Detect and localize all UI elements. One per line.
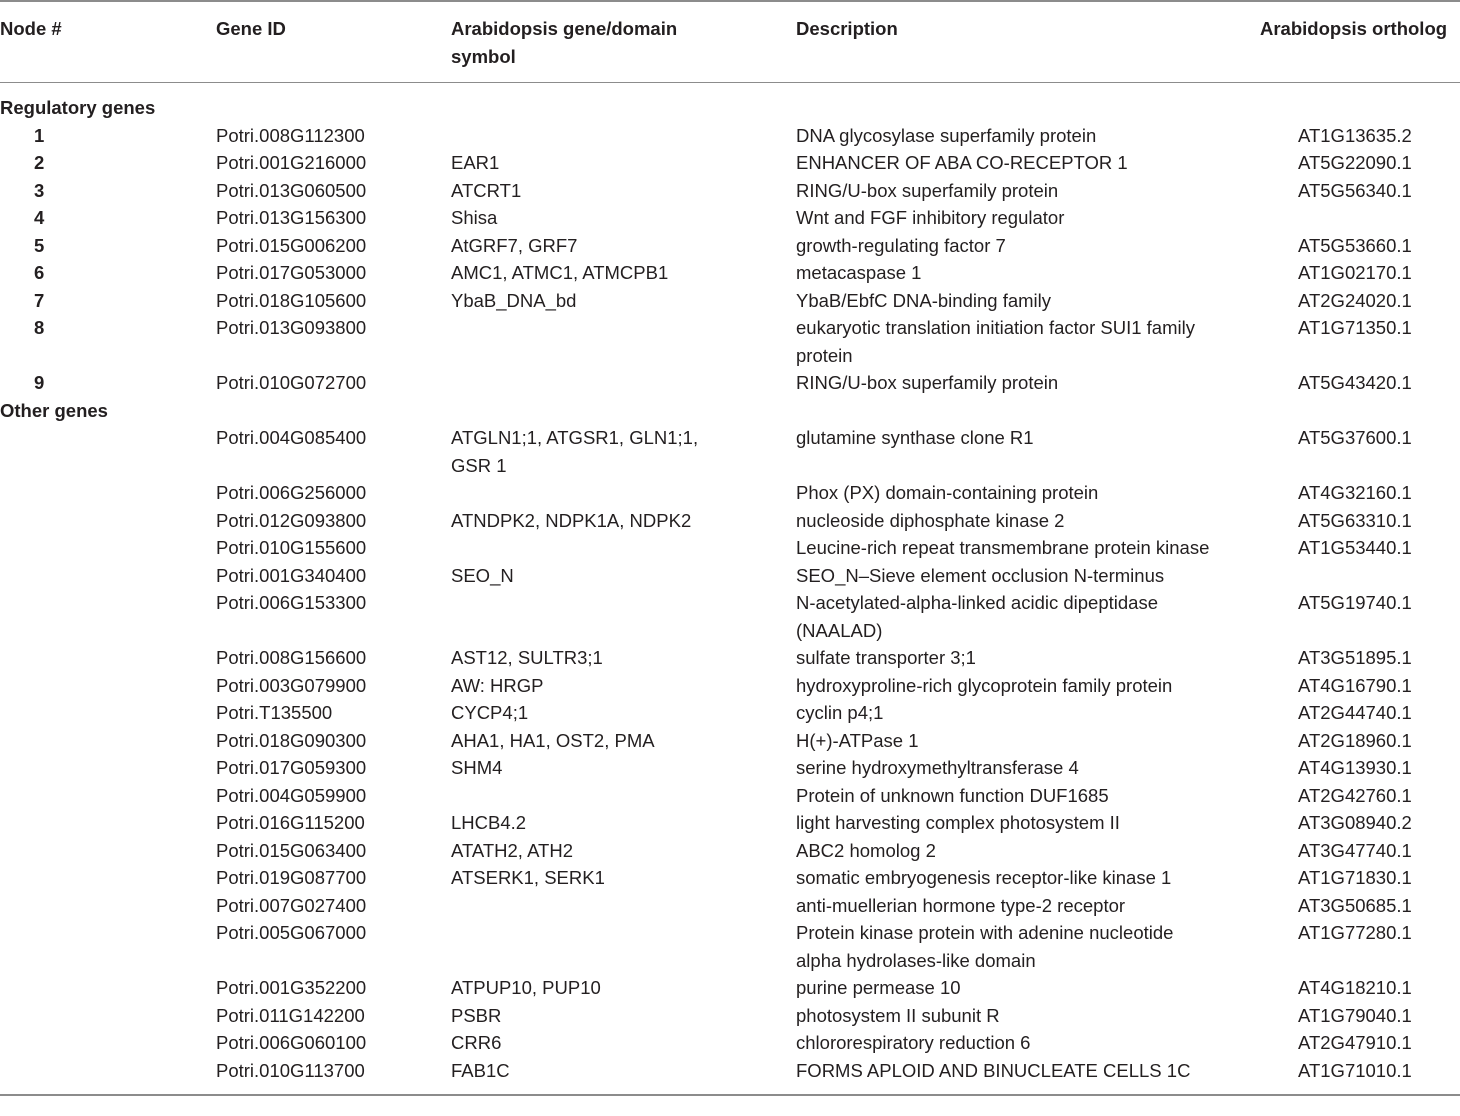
node-number-empty	[0, 1029, 216, 1057]
table-row	[0, 699, 1460, 727]
gene-ortholog: AT5G22090.1	[1298, 152, 1412, 173]
gene-symbol: EAR1	[451, 152, 500, 173]
gene-description: N-acetylated-alpha-linked acidic dipeptidase (NAALAD)	[796, 592, 1158, 641]
node-number-empty	[0, 974, 216, 1002]
table-row	[0, 149, 1460, 177]
node-number: 8	[34, 317, 45, 338]
gene-id: Potri.007G027400	[216, 894, 367, 916]
gene-id: Potri.006G060100	[216, 1032, 367, 1053]
gene-ortholog	[1260, 562, 1460, 590]
gene-description: SEO_N–Sieve element occlusion N-terminus	[796, 564, 1165, 586]
gene-ortholog: AT3G50685.1	[1298, 894, 1412, 916]
table-row	[0, 837, 1460, 865]
gene-description: metacaspase 1	[796, 262, 922, 283]
gene-symbol: ATPUP10, PUP10	[451, 977, 601, 998]
gene-symbol: AtGRF7, GRF7	[451, 234, 578, 256]
table-row	[0, 644, 1460, 672]
gene-symbol	[451, 314, 796, 369]
node-number-empty	[0, 837, 216, 865]
gene-ortholog: AT5G53660.1	[1298, 234, 1412, 256]
header-ortholog: Arabidopsis ortholog	[1260, 18, 1448, 39]
node-number: 7	[34, 289, 45, 311]
gene-id: Potri.017G059300	[216, 757, 367, 778]
node-number: 9	[34, 372, 45, 393]
node-number-empty	[0, 699, 216, 727]
gene-symbol: AMC1, ATMC1, ATMCPB1	[451, 262, 669, 283]
gene-symbol: LHCB4.2	[451, 812, 527, 833]
gene-symbol	[451, 479, 796, 507]
gene-description: Leucine-rich repeat transmembrane protein kinase	[796, 537, 1210, 558]
node-number-empty	[0, 562, 216, 590]
node-number-empty	[0, 672, 216, 700]
gene-symbol: AST12, SULTR3;1	[451, 647, 603, 668]
gene-description: serine hydroxymethyltransferase 4	[796, 757, 1079, 778]
gene-id: Potri.001G340400	[216, 564, 367, 586]
gene-ortholog: AT5G56340.1	[1298, 179, 1412, 201]
gene-id: Potri.001G216000	[216, 152, 367, 173]
table-row	[0, 727, 1460, 755]
node-number: 3	[34, 179, 45, 201]
gene-id: Potri.006G256000	[216, 482, 367, 503]
gene-id: Potri.001G352200	[216, 977, 367, 998]
gene-description: somatic embryogenesis receptor-like kinase 1	[796, 867, 1172, 888]
gene-id: Potri.010G155600	[216, 537, 367, 558]
gene-id: Potri.012G093800	[216, 509, 367, 531]
gene-ortholog: AT3G47740.1	[1298, 839, 1412, 861]
node-number: 4	[34, 207, 45, 228]
gene-description: Protein of unknown function DUF1685	[796, 784, 1109, 806]
gene-symbol: ATGLN1;1, ATGSR1, GLN1;1, GSR 1	[451, 427, 699, 476]
table-row	[0, 589, 1460, 644]
gene-description: RING/U-box superfamily protein	[796, 179, 1059, 201]
gene-symbol: FAB1C	[451, 1059, 510, 1081]
section-row-other	[0, 397, 1460, 425]
table-row	[0, 1002, 1460, 1030]
gene-id: Potri.008G156600	[216, 647, 367, 668]
table-row	[0, 369, 1460, 397]
gene-id: Potri.015G006200	[216, 234, 367, 256]
node-number: 1	[34, 124, 45, 146]
node-number-empty	[0, 809, 216, 837]
section-row-regulatory	[0, 83, 1460, 122]
gene-id: Potri.011G142200	[216, 1004, 365, 1026]
gene-ortholog: AT2G24020.1	[1298, 289, 1412, 311]
node-number: 6	[34, 262, 45, 283]
gene-id: Potri.005G067000	[216, 922, 367, 943]
gene-symbol: SEO_N	[451, 564, 514, 586]
node-number-empty	[0, 727, 216, 755]
gene-ortholog: AT1G71830.1	[1298, 867, 1412, 888]
gene-id: Potri.017G053000	[216, 262, 367, 283]
gene-id: Potri.013G156300	[216, 207, 367, 228]
table-row	[0, 177, 1460, 205]
gene-description: ABC2 homolog 2	[796, 839, 936, 861]
gene-symbol: AW: HRGP	[451, 674, 544, 696]
gene-description: glutamine synthase clone R1	[796, 427, 1034, 448]
table-row	[0, 919, 1460, 974]
node-number-empty	[0, 534, 216, 562]
header-row	[0, 1, 1460, 83]
gene-ortholog: AT5G19740.1	[1298, 592, 1412, 613]
gene-description: ENHANCER OF ABA CO-RECEPTOR 1	[796, 152, 1128, 173]
node-number-empty	[0, 754, 216, 782]
gene-symbol	[451, 589, 796, 644]
table-row	[0, 892, 1460, 920]
gene-id: Potri.T135500	[216, 702, 333, 723]
gene-description: eukaryotic translation initiation factor SUI1 family protein	[796, 317, 1195, 366]
table-row	[0, 287, 1460, 315]
table-row	[0, 507, 1460, 535]
gene-ortholog: AT2G47910.1	[1298, 1032, 1412, 1053]
gene-symbol	[451, 534, 796, 562]
gene-ortholog: AT4G18210.1	[1298, 977, 1412, 998]
table-row	[0, 204, 1460, 232]
gene-symbol: Shisa	[451, 207, 498, 228]
gene-ortholog: AT2G44740.1	[1298, 702, 1412, 723]
gene-id: Potri.006G153300	[216, 592, 367, 613]
gene-description: chlororespiratory reduction 6	[796, 1032, 1031, 1053]
node-number: 5	[34, 234, 45, 256]
node-number-empty	[0, 589, 216, 644]
node-number-empty	[0, 479, 216, 507]
table-row	[0, 809, 1460, 837]
gene-ortholog: AT1G79040.1	[1298, 1004, 1412, 1026]
gene-ortholog: AT5G63310.1	[1298, 509, 1412, 531]
gene-symbol	[451, 782, 796, 810]
gene-description: FORMS APLOID AND BINUCLEATE CELLS 1C	[796, 1059, 1191, 1081]
node-number-empty	[0, 892, 216, 920]
table-row	[0, 259, 1460, 287]
gene-description: light harvesting complex photosystem II	[796, 812, 1120, 833]
gene-id: Potri.018G090300	[216, 729, 367, 751]
gene-description: DNA glycosylase superfamily protein	[796, 124, 1097, 146]
gene-id: Potri.018G105600	[216, 289, 367, 311]
gene-symbol: YbaB_DNA_bd	[451, 289, 577, 311]
gene-id: Potri.008G112300	[216, 124, 365, 146]
gene-symbol: ATCRT1	[451, 179, 522, 201]
header-symbol: Arabidopsis gene/domain symbol	[451, 18, 678, 67]
gene-symbol: CRR6	[451, 1032, 502, 1053]
section-label-regulatory: Regulatory genes	[0, 97, 156, 118]
gene-symbol	[451, 122, 796, 150]
gene-ortholog: AT4G32160.1	[1298, 482, 1412, 503]
gene-id: Potri.013G093800	[216, 317, 367, 338]
table-row	[0, 479, 1460, 507]
table-row	[0, 672, 1460, 700]
gene-symbol	[451, 369, 796, 397]
gene-description: Wnt and FGF inhibitory regulator	[796, 207, 1065, 228]
gene-description: YbaB/EbfC DNA-binding family	[796, 289, 1051, 311]
gene-symbol: SHM4	[451, 757, 503, 778]
node-number-empty	[0, 644, 216, 672]
table-row	[0, 1057, 1460, 1095]
gene-ortholog: AT4G16790.1	[1298, 674, 1412, 696]
section-label-other: Other genes	[0, 399, 108, 421]
table-row	[0, 864, 1460, 892]
gene-symbol	[451, 892, 796, 920]
node-number-empty	[0, 507, 216, 535]
gene-ortholog	[1260, 204, 1460, 232]
gene-id: Potri.016G115200	[216, 812, 365, 833]
table-row	[0, 754, 1460, 782]
table-row	[0, 122, 1460, 150]
gene-symbol: PSBR	[451, 1004, 502, 1026]
table-row	[0, 562, 1460, 590]
gene-description: nucleoside diphosphate kinase 2	[796, 509, 1065, 531]
node-number-empty	[0, 919, 216, 974]
node-number-empty	[0, 1002, 216, 1030]
table-row	[0, 1029, 1460, 1057]
gene-ortholog: AT1G71010.1	[1298, 1059, 1412, 1081]
table-header	[0, 1, 1460, 83]
gene-id: Potri.010G072700	[216, 372, 367, 393]
table-row	[0, 424, 1460, 479]
gene-id: Potri.019G087700	[216, 867, 367, 888]
node-number-empty	[0, 864, 216, 892]
table-body	[0, 83, 1460, 1095]
header-gene-id: Gene ID	[216, 18, 286, 39]
table-row	[0, 314, 1460, 369]
gene-symbol: ATNDPK2, NDPK1A, NDPK2	[451, 509, 692, 531]
gene-id: Potri.003G079900	[216, 674, 367, 696]
gene-ortholog: AT5G37600.1	[1298, 427, 1412, 448]
gene-description: H(+)-ATPase 1	[796, 729, 919, 751]
gene-description: sulfate transporter 3;1	[796, 647, 976, 668]
gene-symbol: AHA1, HA1, OST2, PMA	[451, 729, 655, 751]
gene-id: Potri.010G113700	[216, 1059, 365, 1081]
gene-id: Potri.013G060500	[216, 179, 367, 201]
table-bottom-rule	[0, 1094, 1460, 1096]
gene-ortholog: AT5G43420.1	[1298, 372, 1412, 393]
gene-description: photosystem II subunit R	[796, 1004, 1000, 1026]
header-node: Node #	[0, 18, 62, 39]
gene-symbol: ATSERK1, SERK1	[451, 867, 605, 888]
gene-id: Potri.015G063400	[216, 839, 367, 861]
gene-symbol: ATATH2, ATH2	[451, 839, 573, 861]
node-number-empty	[0, 782, 216, 810]
gene-ortholog: AT4G13930.1	[1298, 757, 1412, 778]
gene-id: Potri.004G085400	[216, 427, 367, 448]
gene-description: RING/U-box superfamily protein	[796, 372, 1059, 393]
gene-symbol	[451, 919, 796, 974]
gene-ortholog: AT1G13635.2	[1298, 124, 1412, 146]
gene-symbol: CYCP4;1	[451, 702, 529, 723]
table-row	[0, 974, 1460, 1002]
gene-ortholog: AT2G42760.1	[1298, 784, 1412, 806]
node-number-empty	[0, 1057, 216, 1095]
header-description: Description	[796, 18, 898, 39]
gene-description: purine permease 10	[796, 977, 961, 998]
gene-description: hydroxyproline-rich glycoprotein family protein	[796, 674, 1173, 696]
gene-ortholog: AT1G71350.1	[1298, 317, 1412, 338]
gene-ortholog: AT2G18960.1	[1298, 729, 1412, 751]
table-row	[0, 232, 1460, 260]
node-number-empty	[0, 424, 216, 479]
gene-ortholog: AT1G77280.1	[1298, 922, 1412, 943]
gene-ortholog: AT1G02170.1	[1298, 262, 1412, 283]
gene-description: growth-regulating factor 7	[796, 234, 1006, 256]
gene-description: Protein kinase protein with adenine nucleotide alpha hydrolases-like domain	[796, 922, 1174, 971]
node-number: 2	[34, 152, 45, 173]
table-row	[0, 534, 1460, 562]
gene-ortholog: AT3G08940.2	[1298, 812, 1412, 833]
gene-description: cyclin p4;1	[796, 702, 884, 723]
gene-ortholog: AT1G53440.1	[1298, 537, 1412, 558]
table-row	[0, 782, 1460, 810]
gene-description: Phox (PX) domain-containing protein	[796, 482, 1099, 503]
gene-ortholog: AT3G51895.1	[1298, 647, 1412, 668]
gene-description: anti-muellerian hormone type-2 receptor	[796, 894, 1126, 916]
gene-id: Potri.004G059900	[216, 784, 367, 806]
